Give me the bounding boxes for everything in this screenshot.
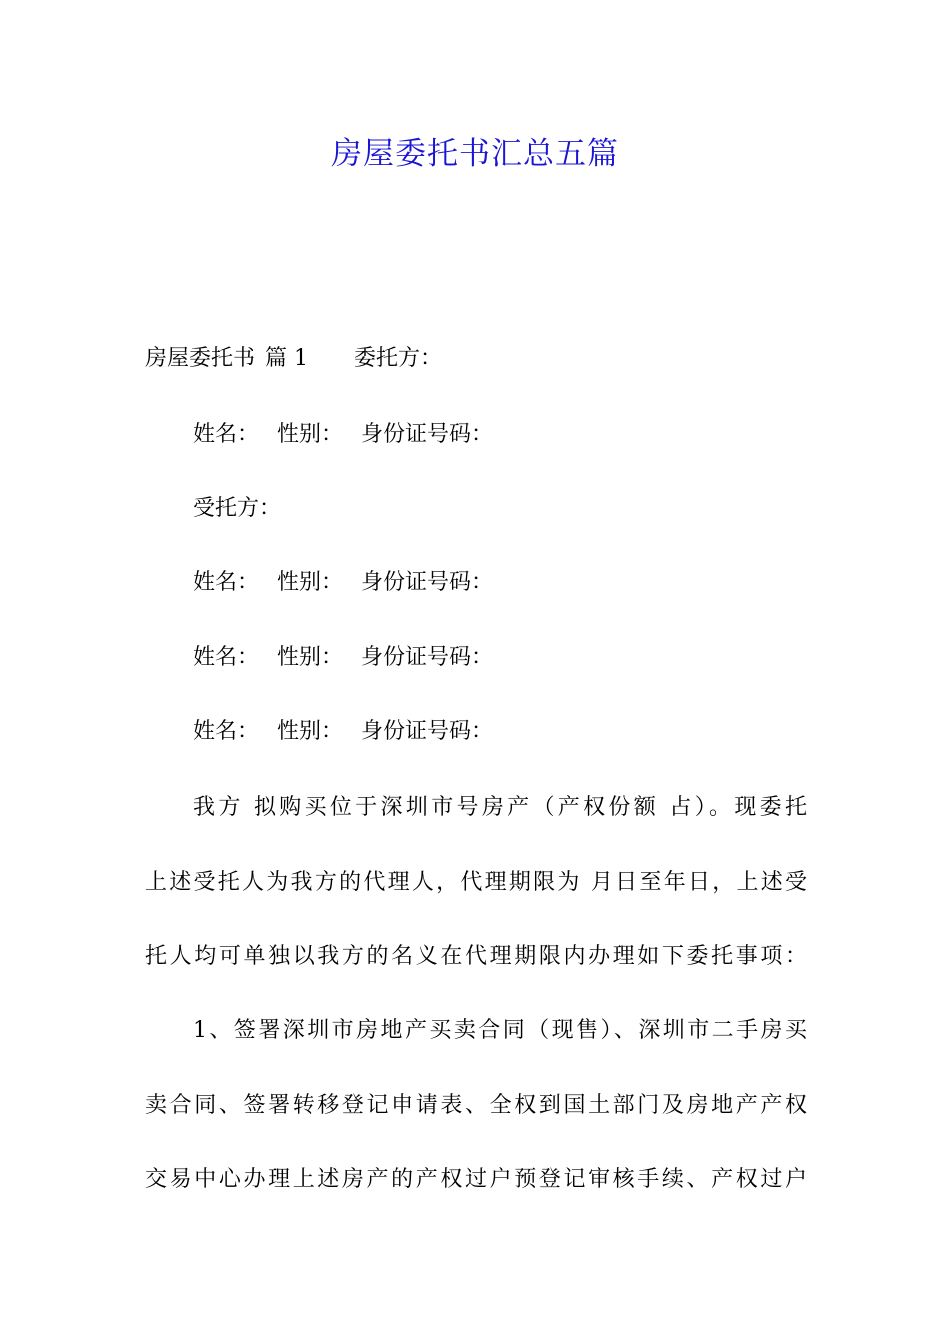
paragraph-line: 我方 拟购买位于深圳市号房产（产权份额 占）。现委托 [193, 795, 807, 820]
section-label: 房屋委托书 [145, 346, 256, 371]
part-label: 篇 1 [265, 346, 309, 371]
name-label: 姓名： [193, 570, 260, 595]
name-label: 姓名： [193, 645, 260, 670]
agent-fields-row [193, 716, 807, 748]
name-label: 姓名： [193, 422, 260, 447]
principal-label: 委托方： [354, 346, 443, 371]
id-number-label: 身份证号码： [361, 719, 494, 744]
id-number-label: 身份证号码： [361, 645, 494, 670]
paragraph-line: 卖合同、签署转移登记申请表、全权到国土部门及房地产产权 [145, 1093, 807, 1118]
gender-label: 性别： [277, 570, 344, 595]
principal-fields-row [193, 419, 807, 451]
paragraph-line: 交易中心办理上述房产的产权过户预登记审核手续、产权过户 [145, 1167, 807, 1192]
id-number-label: 身份证号码： [361, 422, 494, 447]
gender-label: 性别： [277, 422, 344, 447]
name-label: 姓名： [193, 719, 260, 744]
paragraph-line: 1、签署深圳市房地产买卖合同（现售）、深圳市二手房买 [193, 1018, 807, 1043]
agent-fields-row [193, 642, 807, 674]
heading-line [145, 343, 807, 375]
paragraph-line: 托人均可单独以我方的名义在代理期限内办理如下委托事项： [145, 944, 807, 969]
document-title: 房屋委托书汇总五篇 [331, 136, 619, 172]
id-number-label: 身份证号码： [361, 570, 494, 595]
gender-label: 性别： [277, 645, 344, 670]
agent-fields-row [193, 567, 807, 599]
agent-label: 受托方： [193, 496, 282, 521]
gender-label: 性别： [277, 719, 344, 744]
paragraph-line: 上述受托人为我方的代理人，代理期限为 月日至年日，上述受 [145, 870, 807, 895]
